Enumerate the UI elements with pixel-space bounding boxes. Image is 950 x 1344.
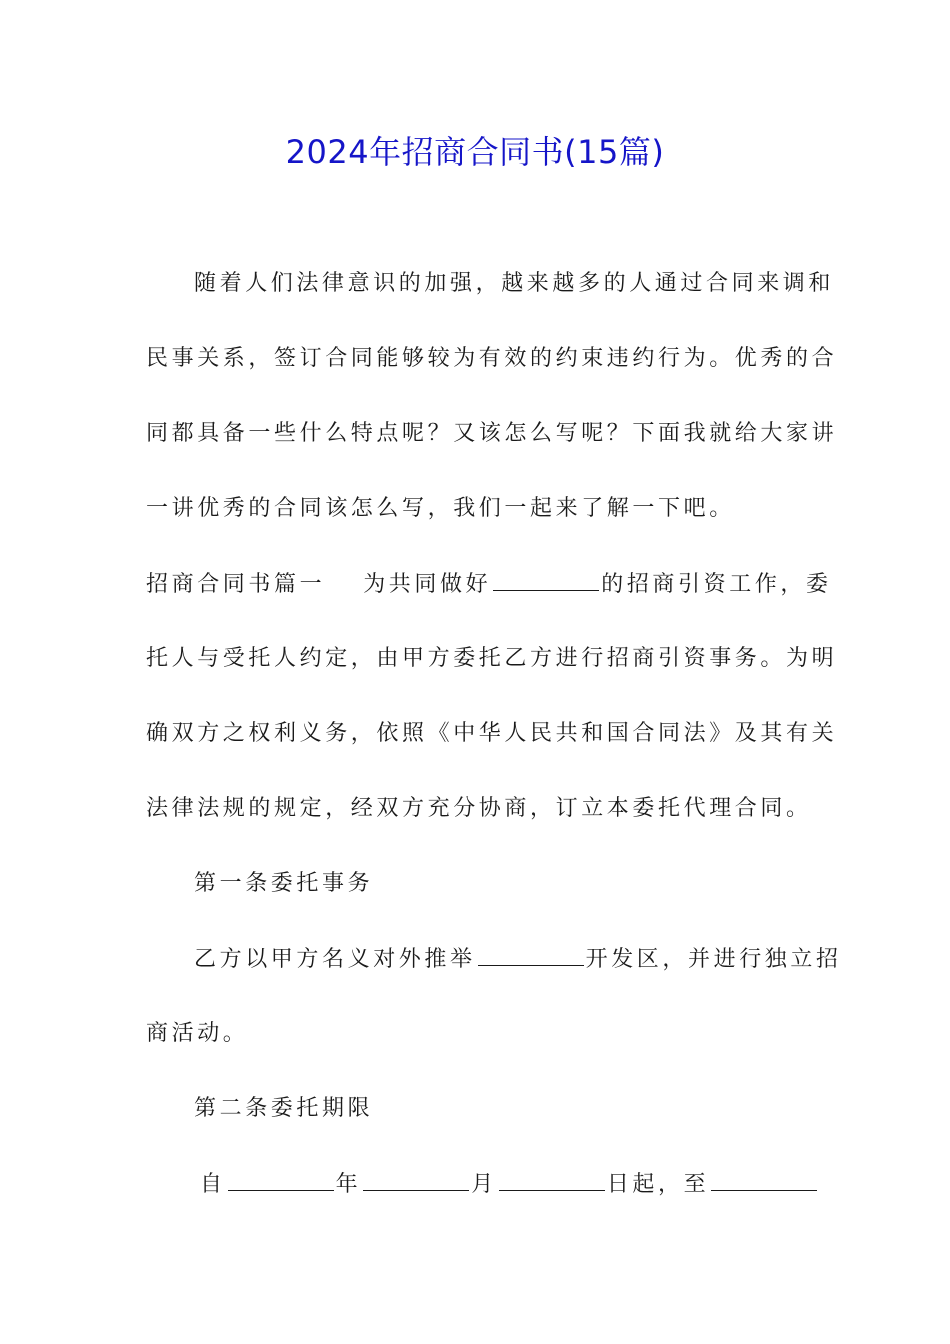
from-label: 自 [200,1172,226,1197]
section1-text-a: 为共同做好 [363,572,492,597]
section1-line-3: 确双方之权利义务，依照《中华人民共和国合同法》及其有关 [146,721,838,746]
article1-text-b: 开发区，并进行独立招 [585,947,842,972]
month-label: 月 [471,1172,497,1197]
article1-line-1 [194,939,842,979]
year-label: 年 [335,1172,362,1197]
year-blank [228,1164,334,1191]
section1-text-b: 的招商引资工作，委 [601,572,832,597]
intro-line-3: 同都具备一些什么特点呢？又该怎么写呢？下面我就给大家讲 [146,421,838,446]
section1-line-4: 法律法规的规定，经双方充分协商，订立本委托代理合同。 [146,796,812,821]
article1-heading: 第一条委托事务 [194,871,374,896]
fill-blank [478,939,584,966]
section1-line-2: 托人与受托人约定，由甲方委托乙方进行招商引资事务。为明 [146,646,838,671]
intro-line-2: 民事关系，签订合同能够较为有效的约束违约行为。优秀的合 [146,346,838,371]
intro-line-4: 一讲优秀的合同该怎么写，我们一起来了解一下吧。 [146,496,735,521]
article1-line-2: 商活动。 [146,1021,249,1046]
intro-line-1: 随着人们法律意识的加强，越来越多的人通过合同来调和 [194,271,835,296]
article2-heading: 第二条委托期限 [194,1096,374,1121]
month-blank [363,1164,469,1191]
end-date-blank [711,1164,817,1191]
fill-blank [493,564,599,591]
section-label: 招商合同书篇一 [146,572,326,597]
section1-line-1 [146,564,832,604]
day-from-label: 日起，至 [606,1172,710,1197]
article1-text-a: 乙方以甲方名义对外推举 [194,947,476,972]
article2-line-1 [200,1164,806,1204]
day-blank [499,1164,605,1191]
document-title: 2024年招商合同书(15篇) [285,133,665,171]
